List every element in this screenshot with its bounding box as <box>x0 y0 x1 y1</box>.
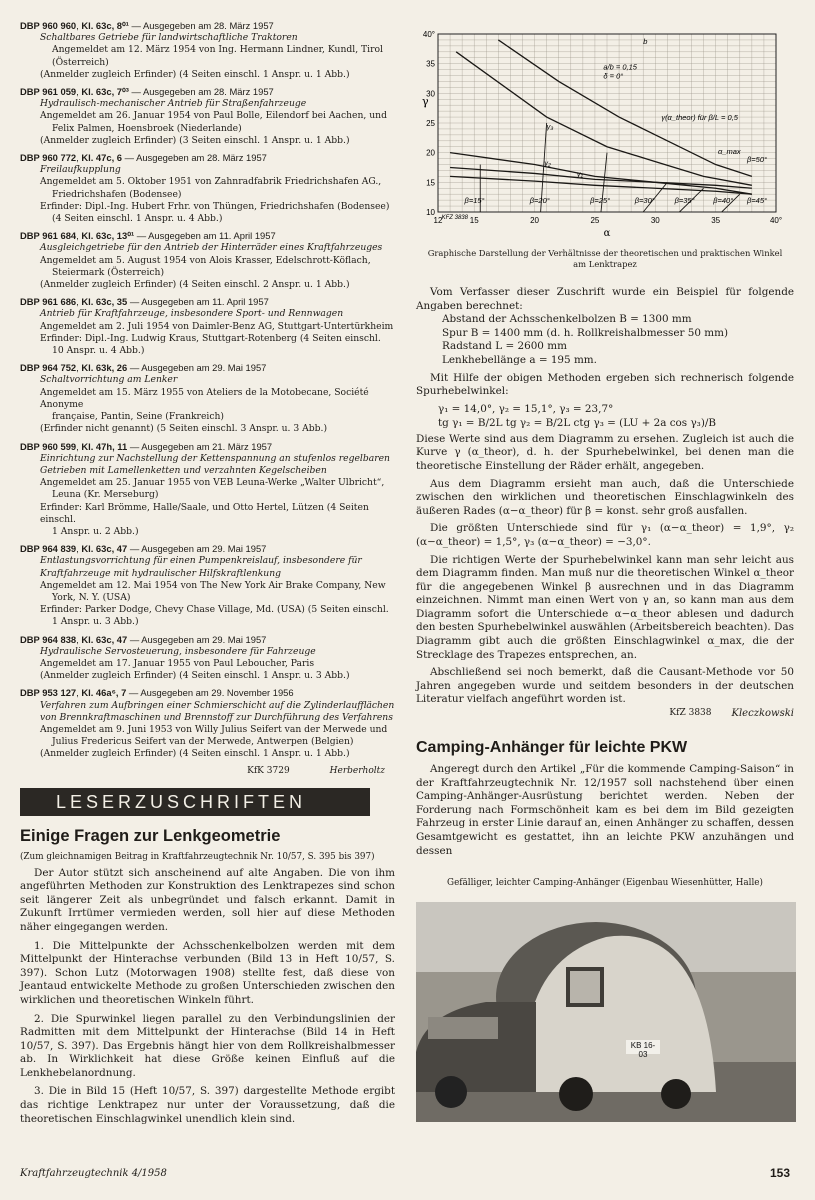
patent-date: — Ausgegeben am 11. April 1957 <box>129 296 269 308</box>
series-line <box>498 40 752 179</box>
patent-list <box>20 20 395 761</box>
diagram-annotation: β=25° <box>590 196 611 206</box>
given-value: Lenkhebellänge a = 195 mm. <box>442 353 597 366</box>
patent-signature <box>20 766 395 776</box>
given-value: Abstand der Achsschenkelbolzen B = 1300 mm <box>442 313 692 326</box>
patent-class: Kl. 63c, 8⁰¹ <box>81 20 129 31</box>
right-intro: Vom Verfasser dieser Zuschrift wurde ein Beispiel für folgende Angaben berechnet: <box>416 286 794 312</box>
y-tick-label: 10 <box>426 208 435 217</box>
y-tick-label: 40° <box>422 30 435 39</box>
patent-line: (Anmelder zugleich Erfinder) (3 Seiten einschl. 1 Anspr. u. 1 Abb.) <box>40 134 350 146</box>
diagram-annotation: β=15° <box>464 196 485 206</box>
diagram-annotation: γ₃ <box>546 121 554 131</box>
formula-equations: tg γ₁ = B/2L tg γ₂ = B/2L ctg γ₃ = (LU + 2a cos γ₃)/B <box>438 416 717 429</box>
patent-line: (Anmelder zugleich Erfinder) (4 Seiten einschl. 1 Anspr. u. 3 Abb.) <box>40 670 350 682</box>
diagram-svg <box>416 30 794 242</box>
patent-id: DBP 960 772 <box>20 152 77 164</box>
patent-line: Angemeldet am 2. Juli 1954 von Daimler-Benz AG, Stuttgart-Untertürkheim <box>40 320 394 332</box>
trailer-photo <box>416 902 796 1122</box>
patent-line: Angemeldet am 25. Januar 1955 von VEB Leuna-Werke „Walter Ulbricht“, <box>40 477 385 489</box>
patent-class: Kl. 63c, 35 <box>81 296 128 308</box>
left-column <box>20 20 395 1126</box>
trailer-photo-image <box>416 902 796 1122</box>
camping-text: Angeregt durch den Artikel „Für die kommende Camping-Saison“ in der Kraftfahrzeugtechnik Nr. 12/1957 soll nachstehend über einen Camping-Anhänger-Ausrüstung berichtet werden. Neben der Forderung nach Formschönheit kam es bei dem im Bild gezeigten Fahrzeug in erster Linie darauf an, einen Anhänger zu schaffen, dessen Gesamtgewicht es gestattet, ihn an leichte PKW anzuhängen und dessen <box>416 763 794 857</box>
patent-class: Kl. 47h, 11 <box>81 440 128 452</box>
patent-entry <box>20 362 395 435</box>
diagram-annotation: β=50° <box>747 155 768 165</box>
x-tick-label: 30 <box>650 216 660 225</box>
patent-sig-code: KfK 3729 <box>247 765 290 776</box>
photo-caption: Gefälliger, leichter Camping-Anhänger (Eigenbau Wiesenhütter, Halle) <box>447 878 763 889</box>
diagram-annotation: γ(α_theor) für β/L = 0,5 <box>661 113 738 123</box>
patent-head: DBP 960 960, Kl. 63c, 8⁰¹ — Ausgegeben am 28. März 1957 <box>20 20 274 31</box>
patent-class: Kl. 47c, 6 <box>81 152 122 164</box>
given-value: Spur B = 1400 mm (d. h. Rollkreishalbmesser 50 mm) <box>442 326 729 339</box>
camping-title: Camping-Anhänger für leichte PKW <box>416 739 688 757</box>
patent-head: DBP 961 686, Kl. 63c, 35 — Ausgegeben am 11. April 1957 <box>20 296 269 308</box>
patent-class: Kl. 63k, 26 <box>81 362 128 374</box>
patent-title: Antrieb für Kraftfahrzeuge, insbesondere Sport- und Rennwagen <box>40 308 344 320</box>
patent-title: Hydraulische Servosteuerung, insbesondere für Fahrzeuge <box>40 645 316 657</box>
patent-head: DBP 960 599, Kl. 47h, 11 — Ausgegeben am 21. März 1957 <box>20 440 273 452</box>
right-paragraph: Die richtigen Werte der Spurhebelwinkel kann man sehr leicht aus dem Diagramm finden. Man muß nur die theoretischen Winkel α_theor für die angegebenen Winkel β ausrechnen und in das Diagramm einzeichnen. Nimmt man einen Wert von γ an, so kann man aus dem Diagramm sofort die Unterschiede α−α_theor ablesen und dadurch den besten Spurhebelwinkel auswählen (Arbeitsbereich beachten). Das Diagramm gibt auch die größten Einschlagwinkel α_max, die der Strecklage des Trapezes entsprechen, an. <box>416 553 794 661</box>
patent-line: Julius Fredericus Seifert van der Merwede, Antwerpen (Belgien) <box>52 736 354 748</box>
patent-line: 1 Anspr. u. 2 Abb.) <box>52 525 139 537</box>
patent-entry <box>20 543 395 628</box>
patent-class: Kl. 63c, 13⁰¹ <box>81 230 135 242</box>
patent-id: DBP 960 599 <box>20 440 77 452</box>
y-tick-label: 25 <box>426 119 435 128</box>
y-tick-label: 30 <box>426 89 435 99</box>
patent-title: Einrichtung zur Nachstellung der Kettenspannung an stufenlos regelbaren Getrieben mit Lamellenketten und verzahnten Kegelscheiben <box>40 452 390 476</box>
diagram-annotation: β=40° <box>713 196 734 206</box>
patent-head: DBP 964 839, Kl. 63c, 47 — Ausgegeben am 29. Mai 1957 <box>20 543 267 555</box>
patent-id: DBP 961 684 <box>20 230 77 242</box>
patent-line: Angemeldet am 12. Mai 1954 von The New York Air Brake Company, New <box>40 579 386 591</box>
article-paragraph: 2. Die Spurwinkel liegen parallel zu den Verbindungslinien der Radmitten mit dem Mittelpunkt der Hinterachse (Bild 14 in Heft 10/57, S. 397). Das Ergebnis hängt hier von dem Rollkreishalbmesser ab. In Wirklichkeit hat diese Größe keinen Einfluß auf die Lenkhebelanordnung. <box>20 1012 395 1079</box>
x-tick-label: 35 <box>711 216 721 225</box>
diagram-annotation: γ₂ <box>544 158 551 168</box>
patent-class: Kl. 46a⁶, 7 <box>81 687 127 699</box>
diagram-annotation: β=35° <box>674 196 695 206</box>
patent-head: DBP 953 127, Kl. 46a⁶, 7 — Ausgegeben am 29. November 1956 <box>20 687 294 699</box>
patent-line: (Anmelder zugleich Erfinder) (4 Seiten einschl. 1 Anspr. u. 1 Abb.) <box>40 68 350 80</box>
right-paragraph: Diese Werte sind aus dem Diagramm zu ersehen. Zugleich ist auch die Kurve γ (α_theor), d. h. der Spurhebelwinkel, bei denen man die theoretische Einstellung der Räder erhält, angegeben. <box>416 432 794 472</box>
patent-title: Schaltvorrichtung am Lenker <box>40 374 178 386</box>
patent-id: DBP 964 839 <box>20 543 77 555</box>
x-axis-label: α <box>603 228 611 239</box>
patent-class: Kl. 63c, 47 <box>81 633 128 645</box>
patent-entry <box>20 296 395 357</box>
given-value: Radstand L = 2600 mm <box>442 340 567 353</box>
article-title: Einige Fragen zur Lenkgeometrie <box>20 826 281 845</box>
patent-line: (4 Seiten einschl. 1 Anspr. u. 4 Abb.) <box>52 213 223 225</box>
diagram-caption-line: Graphische Darstellung der Verhältnisse der theoretischen und praktischen Winkel <box>427 248 783 258</box>
x-tick-label: 20 <box>530 216 540 225</box>
patent-line: Angemeldet am 9. Juni 1953 von Willy Julius Seifert van der Merwede und <box>40 723 388 735</box>
right-sig-code: KfZ 3838 <box>669 708 712 719</box>
patent-entry <box>20 230 395 291</box>
patent-line: (Anmelder zugleich Erfinder) (4 Seiten einschl. 1 Anspr. u. 1 Abb.) <box>40 748 350 760</box>
patent-line: Angemeldet am 26. Januar 1954 von Paul Bolle, Eilendorf bei Aachen, und <box>40 110 387 122</box>
patent-title: Ausgleichgetriebe für den Antrieb der Hinterräder eines Kraftfahrzeuges <box>40 242 383 254</box>
patent-entry <box>20 441 395 539</box>
article-body <box>20 867 395 1127</box>
patent-entry <box>20 20 395 81</box>
patent-id: DBP 953 127 <box>20 687 77 699</box>
patent-id: DBP 964 752 <box>20 362 77 374</box>
patent-head: DBP 961 684, Kl. 63c, 13⁰¹ — Ausgegeben am 11. April 1957 <box>20 230 276 242</box>
patent-entry <box>20 687 395 760</box>
patent-title: Freilaufkupplung <box>40 164 121 176</box>
patent-date: — Ausgegeben am 28. März 1957 <box>131 20 274 31</box>
patent-entry <box>20 86 395 147</box>
x-tick-label: 25 <box>590 216 600 225</box>
diagram-annotation: b <box>643 37 648 47</box>
patent-head: DBP 960 772, Kl. 47c, 6 — Ausgegeben am 28. März 1957 <box>20 152 267 164</box>
patent-class: Kl. 63c, 47 <box>81 543 128 555</box>
diagram <box>416 30 794 300</box>
article-paragraph: 1. Die Mittelpunkte der Achsschenkelbolzen werden mit dem Mittelpunkt der Hinterachse verbunden (Bild 13 in Heft 10/57, S. 397). Schon Lutz (Motorwagen 1908) stellte fest, daß diese von Jeantaud entwickelte Methode zu großen Unterschieden zwischen den wirklichen und theoretischen Winkeln führt. <box>20 939 395 1006</box>
calc-intro: Mit Hilfe der obigen Methoden ergeben sich rechnerisch folgende Spurhebelwinkel: <box>416 371 794 398</box>
patent-id: DBP 961 686 <box>20 296 77 308</box>
right-column <box>416 30 794 1122</box>
patent-sig-author: Herberholtz <box>329 765 385 776</box>
footer-journal: Kraftfahrzeugtechnik 4/1958 <box>20 1168 167 1179</box>
patent-date: — Ausgegeben am 11. April 1957 <box>136 230 276 242</box>
patent-date: — Ausgegeben am 21. März 1957 <box>129 440 273 452</box>
diagram-annotation: δ = 0° <box>603 71 624 81</box>
diagram-annotation: a/b = 0,15 <box>603 62 637 72</box>
patent-line: (Anmelder zugleich Erfinder) (4 Seiten einschl. 2 Anspr. u. 1 Abb.) <box>40 279 350 291</box>
diagram-annotation: β=30° <box>634 196 655 206</box>
patent-line: Angemeldet am 12. März 1954 von Ing. Hermann Lindner, Kundl, Tirol (Österreich) <box>52 44 383 68</box>
patent-date: — Ausgegeben am 29. Mai 1957 <box>129 633 267 645</box>
patent-head: DBP 964 752, Kl. 63k, 26 — Ausgegeben am 29. Mai 1957 <box>20 362 267 374</box>
patent-line: Erfinder: Karl Brömme, Halle/Saale, und Otto Hertel, Lützen (4 Seiten einschl. <box>40 501 369 525</box>
patent-line: Erfinder: Dipl.-Ing. Hubert Frhr. von Thüngen, Friedrichshafen (Bodensee) <box>40 200 390 212</box>
patent-line: (Erfinder nicht genannt) (5 Seiten einschl. 3 Anspr. u. 3 Abb.) <box>40 423 328 435</box>
diagram-annotation: β=45° <box>747 196 768 206</box>
patent-line: Angemeldet am 17. Januar 1955 von Paul Leboucher, Paris <box>40 657 315 669</box>
patent-line: 1 Anspr. u. 3 Abb.) <box>52 616 139 628</box>
patent-id: DBP 960 960 <box>20 20 77 31</box>
patent-line: Angemeldet am 5. Oktober 1951 von Zahnradfabrik Friedrichshafen AG., <box>40 176 382 188</box>
x-tick-label: 15 <box>469 216 479 225</box>
patent-title: Hydraulisch-mechanischer Antrieb für Straßenfahrzeuge <box>40 98 307 110</box>
patent-id: DBP 964 838 <box>20 633 77 645</box>
x-tick-label: 12 <box>433 216 443 225</box>
patent-class: Kl. 63c, 7⁰³ <box>81 86 129 98</box>
diagram-annotation: α_max <box>718 146 741 156</box>
section-banner: LESERZUSCHRIFTEN <box>20 788 370 816</box>
patent-line: 10 Anspr. u. 4 Abb.) <box>52 345 145 357</box>
patent-line: Erfinder: Dipl.-Ing. Ludwig Kraus, Stuttgart-Rotenberg (4 Seiten einschl. <box>40 332 381 344</box>
patent-head: DBP 961 059, Kl. 63c, 7⁰³ — Ausgegeben am 28. März 1957 <box>20 86 274 98</box>
x-tick-label: 40° <box>769 216 783 225</box>
right-sig-author: Kleczkowski <box>731 708 794 720</box>
patent-line: Steiermark (Österreich) <box>52 266 165 278</box>
patent-title: Verfahren zum Aufbringen einer Schmierschicht auf die Zylinderlaufflächen von Brennkraftmaschinen und Brennstoff zur Durchführung des Verfahrens <box>40 699 395 723</box>
formula-block <box>416 402 794 430</box>
patent-date: — Ausgegeben am 28. März 1957 <box>124 152 267 164</box>
right-signature <box>416 708 794 719</box>
patent-line: Leuna (Kr. Merseburg) <box>52 489 159 501</box>
diagram-annotation: KFZ 3838 <box>441 215 468 222</box>
y-axis-label: γ <box>422 95 429 109</box>
patent-head: DBP 964 838, Kl. 63c, 47 — Ausgegeben am 29. Mai 1957 <box>20 633 267 645</box>
patent-title: Schaltbares Getriebe für landwirtschaftliche Traktoren <box>40 32 298 44</box>
right-paragraph: Abschließend sei noch bemerkt, daß die Causant-Methode vor 50 Jahren angegeben wurde und seitdem besonders in der deutschen Literatur vielfach angeführt worden ist. <box>416 666 794 706</box>
patent-line: française, Pantin, Seine (Frankreich) <box>52 411 224 423</box>
diagram-caption-line: am Lenktrapez <box>573 259 637 269</box>
patent-date: — Ausgegeben am 28. März 1957 <box>131 86 274 98</box>
series-line <box>450 153 752 195</box>
diagram-annotation: β=20° <box>529 196 550 206</box>
formula-values: γ₁ = 14,0°, γ₂ = 15,1°, γ₃ = 23,7° <box>438 402 614 415</box>
footer-page: 153 <box>770 1166 791 1180</box>
patent-line: York, N. Y. (USA) <box>52 591 131 603</box>
patent-line: Angemeldet am 5. August 1954 von Alois Krasser, Edelschrott-Köflach, <box>40 254 371 266</box>
patent-title: Entlastungsvorrichtung für einen Pumpenkreislauf, insbesondere für Kraftfahrzeuge mit hydraulischer Hilfskraftlenkung <box>40 555 362 579</box>
patent-line: Felix Palmen, Hoensbroek (Niederlande) <box>52 122 242 134</box>
right-paragraph: Aus dem Diagramm ersieht man auch, daß die Unterschiede zwischen den wirklichen und theoretischen Einschlagwinkeln des äußeren Rades (α−α_theor) für β = konst. sehr groß ausfallen. <box>416 477 794 517</box>
article-note: (Zum gleichnamigen Beitrag in Kraftfahrzeugtechnik Nr. 10/57, S. 395 bis 397) <box>20 851 375 862</box>
patent-date: — Ausgegeben am 29. Mai 1957 <box>129 362 267 374</box>
article-paragraph: 3. Die in Bild 15 (Heft 10/57, S. 397) dargestellte Methode ergibt das richtige Lenktrapez nur unter der Voraussetzung, daß die theoretischen Einschlagwinkel unendlich klein sind. <box>20 1085 395 1125</box>
patent-date: — Ausgegeben am 29. November 1956 <box>128 687 294 699</box>
patent-id: DBP 961 059 <box>20 86 77 98</box>
right-paragraph: Die größten Unterschiede sind für γ₁ (α−α_theor) = 1,9°, γ₂ (α−α_theor) = 1,5°, γ₃ (α−α_theor) = −3,0°. <box>416 522 794 548</box>
y-tick-label: 35 <box>426 59 435 69</box>
patent-date: — Ausgegeben am 29. Mai 1957 <box>129 543 267 555</box>
patent-line: Erfinder: Parker Dodge, Chevy Chase Village, Md. (USA) (5 Seiten einschl. <box>40 604 389 616</box>
plate-text: KB 16-03 <box>630 1041 656 1060</box>
article-paragraph: Der Autor stützt sich anscheinend auf alte Angaben. Die von ihm angeführten Methoden zur Konstruktion des Lenktrapezes sind schon seit längerer Zeit als unbegründet und falsch erkannt. Damit in Zukunft Irrtümer vermieden werden, soll hier auf diese Methoden näher eingegangen werden. <box>20 866 395 933</box>
patent-entry <box>20 634 395 683</box>
patent-line: Angemeldet am 15. März 1955 von Ateliers de la Motobecane, Société Anonyme <box>40 386 369 410</box>
diagram-annotation: γ₁ <box>576 169 583 179</box>
y-tick-label: 20 <box>426 148 435 158</box>
patent-entry <box>20 152 395 225</box>
y-tick-label: 15 <box>426 178 435 188</box>
patent-line: Friedrichshafen (Bodensee) <box>52 188 182 200</box>
